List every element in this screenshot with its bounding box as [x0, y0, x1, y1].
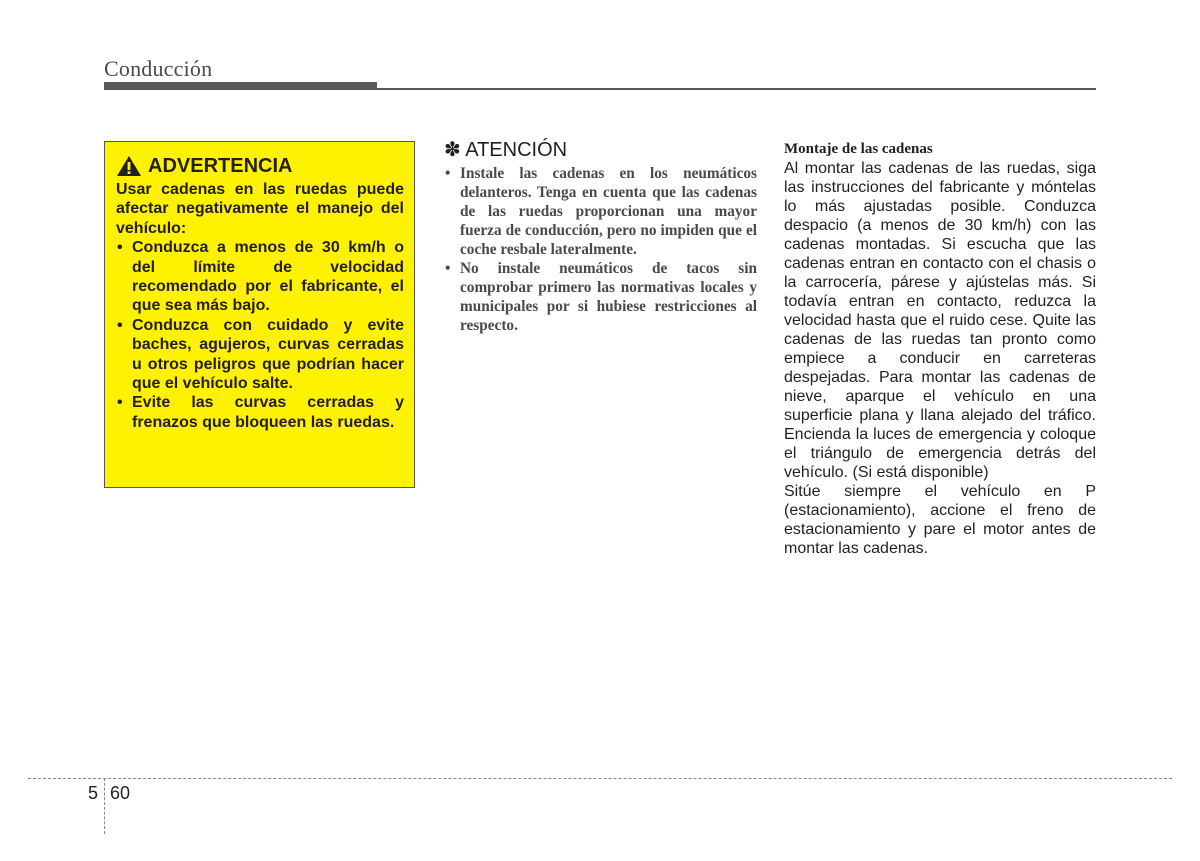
header-rule-thin [377, 88, 1096, 90]
page-number: 60 [110, 783, 131, 803]
attention-title: ✽ ATENCIÓN [444, 139, 568, 161]
mounting-paragraph: Sitúe siempre el vehículo en P (estacionamiento), accione el freno de estacionamiento y pare el motor antes de montar las cadenas. [784, 483, 1096, 557]
header-rule-thick [104, 82, 377, 90]
warning-box [104, 141, 415, 488]
mounting-heading: Montaje de las cadenas [784, 141, 933, 157]
chapter-number: 5 [88, 783, 99, 803]
section-title: Conducción [104, 56, 213, 81]
warning-item: • Conduzca a menos de 30 km/h o del límite de velocidad recomendado por el fabricante, el que sea más bajo. [116, 238, 404, 316]
attention-item: • Instale las cadenas en los neumáticos delanteros. Tenga en cuenta que las cadenas de las ruedas proporcionan una mayor fuerza de conducción, pero no impiden que el coche resbale lateralmente. [444, 164, 757, 259]
warning-header [116, 154, 404, 178]
warning-list [116, 238, 404, 432]
warning-intro: Usar cadenas en las ruedas puede afectar negativamente el manejo del vehículo: [116, 181, 404, 237]
warning-item: • Evite las curvas cerradas y frenazos que bloqueen las ruedas. [116, 393, 404, 432]
mounting-paragraph: Al montar las cadenas de las ruedas, siga las instrucciones del fabricante y móntelas lo más ajustadas posible. Conduzca despacio (a menos de 30 km/h) con las cadenas montadas. Si escucha que las cadenas entran en contacto con el chasis o la carrocería, párese y ajústelas más. Si todavía entran en contacto, reduzca la velocidad hasta que el ruido cese. Quite las cadenas de las ruedas tan pronto como empiece a conducir en carreteras despejadas. Para montar las cadenas de nieve, aparque el vehículo en una superficie plana y llana alejado del tráfico. Encienda la luces de emergencia y coloque el triángulo de emergencia detrás del vehículo. (Si está disponible) [784, 160, 1096, 481]
warning-triangle-icon [116, 155, 142, 177]
attention-item: • No instale neumáticos de tacos sin comprobar primero las normativas locales y municipales por si hubiese restricciones al respecto. [444, 259, 757, 335]
attention-list [444, 164, 757, 335]
warning-item: • Conduzca con cuidado y evite baches, agujeros, curvas cerradas u otros peligros que podrían hacer que el vehículo salte. [116, 316, 404, 394]
warning-title: ADVERTENCIA [148, 155, 293, 177]
footer-divider [28, 778, 1172, 779]
attention-section [444, 138, 757, 335]
footer-vertical-divider [104, 778, 105, 834]
mounting-section [784, 140, 1096, 558]
